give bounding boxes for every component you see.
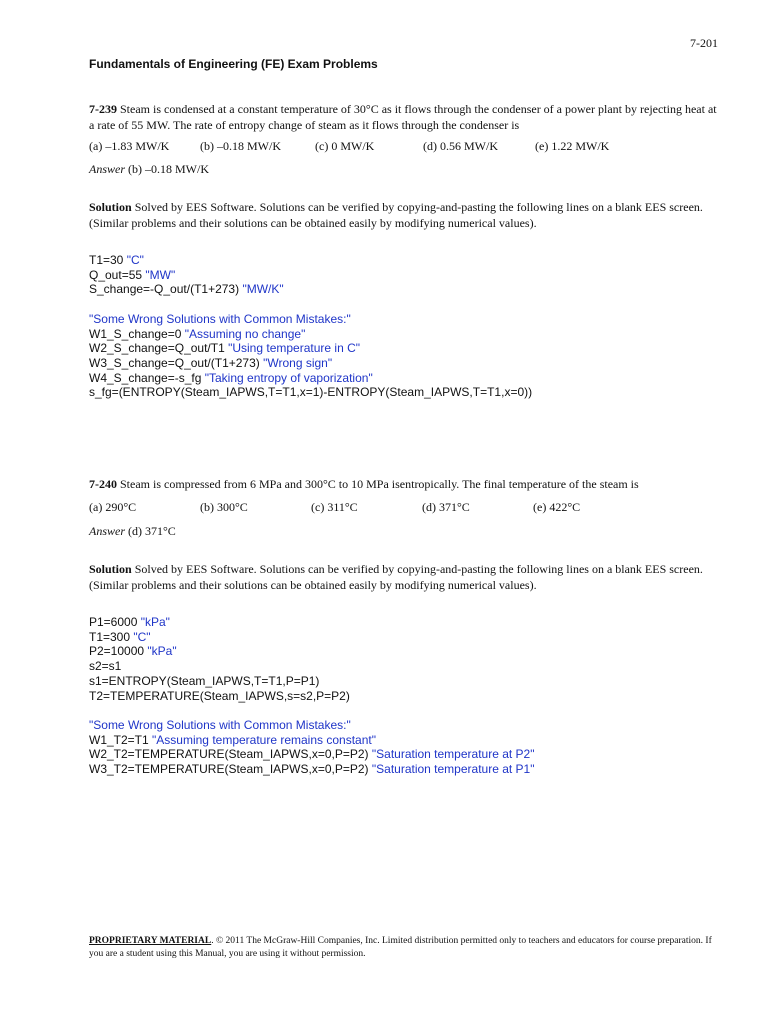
footer-text: . © 2011 The McGraw-Hill Companies, Inc. Limited distribution permitted only to teachers and educators for course preparation. If you are a student using this Manual, you are using it without permission. bbox=[89, 936, 712, 959]
answer-line bbox=[89, 524, 717, 539]
code-text: T2=TEMPERATURE(Steam_IAPWS,s=s2,P=P2) bbox=[89, 688, 350, 703]
answer-line bbox=[89, 162, 717, 177]
code-text: S_change=-Q_out/(T1+273) bbox=[89, 282, 243, 297]
code-line bbox=[89, 718, 717, 733]
code-comment: "Taking entropy of vaporization" bbox=[204, 370, 373, 385]
code-line bbox=[89, 297, 717, 312]
answer-label: Answer bbox=[89, 524, 125, 538]
code-text: s1=ENTROPY(Steam_IAPWS,T=T1,P=P1) bbox=[89, 673, 320, 688]
problem-7-239 bbox=[89, 101, 717, 400]
code-text: T1=300 bbox=[89, 629, 134, 644]
code-line bbox=[89, 341, 717, 356]
code-line bbox=[89, 674, 717, 689]
code-text: W3_T2=TEMPERATURE(Steam_IAPWS,x=0,P=P2) bbox=[89, 762, 372, 777]
choice-d: (d) 371°C bbox=[422, 500, 470, 514]
choice-c: (c) 311°C bbox=[311, 500, 358, 514]
code-comment: "Assuming temperature remains constant" bbox=[152, 732, 376, 747]
answer-value: (d) 371°C bbox=[125, 524, 176, 538]
copyright-footer bbox=[89, 935, 717, 961]
code-line bbox=[89, 659, 717, 674]
problem-statement bbox=[89, 101, 717, 133]
problem-number: 7-240 bbox=[89, 477, 117, 491]
ees-code bbox=[89, 615, 717, 777]
problem-text: Steam is condensed at a constant temperature of 30°C as it flows through the condenser of a power plant by rejecting heat at a rate of 55 MW. The rate of entropy change of steam as it flows through the condenser is bbox=[89, 102, 717, 132]
code-comment: "MW/K" bbox=[242, 282, 284, 297]
code-line bbox=[89, 733, 717, 748]
code-comment: "kPa" bbox=[147, 644, 177, 659]
code-line bbox=[89, 253, 717, 268]
code-line bbox=[89, 762, 717, 777]
code-comment: "Assuming no change" bbox=[184, 326, 306, 341]
code-line bbox=[89, 644, 717, 659]
code-comment: "C" bbox=[126, 253, 144, 267]
solution-text: Solved by EES Software. Solutions can be verified by copying-and-pasting the following lines on a blank EES screen. (Similar problems and their solutions can be obtained easily by modifying numerical values). bbox=[89, 562, 703, 592]
problem-text: Steam is compressed from 6 MPa and 300°C to 10 MPa isentropically. The final temperature of the steam is bbox=[117, 477, 639, 491]
code-comment: "Some Wrong Solutions with Common Mistakes:" bbox=[89, 311, 351, 326]
code-line bbox=[89, 385, 717, 400]
code-text: s2=s1 bbox=[89, 659, 122, 674]
section-title: Fundamentals of Engineering (FE) Exam Problems bbox=[89, 57, 378, 71]
code-text: s_fg=(ENTROPY(Steam_IAPWS,T=T1,x=1)-ENTROPY(Steam_IAPWS,T=T1,x=0)) bbox=[89, 385, 533, 400]
problem-7-240 bbox=[89, 476, 717, 777]
code-line bbox=[89, 615, 717, 630]
page-number: 7-201 bbox=[690, 36, 718, 50]
code-line bbox=[89, 747, 717, 762]
answer-value: (b) –0.18 MW/K bbox=[125, 162, 209, 176]
choice-c: (c) 0 MW/K bbox=[315, 139, 375, 153]
code-line bbox=[89, 371, 717, 386]
choice-a: (a) 290°C bbox=[89, 500, 137, 514]
choice-d: (d) 0.56 MW/K bbox=[423, 139, 498, 153]
solution-label: Solution bbox=[89, 200, 132, 214]
choice-a: (a) –1.83 MW/K bbox=[89, 139, 170, 153]
solution-label: Solution bbox=[89, 562, 132, 576]
code-comment: "MW" bbox=[145, 267, 176, 282]
answer-choices bbox=[89, 500, 717, 516]
code-comment: "Saturation temperature at P2" bbox=[371, 747, 535, 762]
answer-label: Answer bbox=[89, 162, 125, 176]
code-comment: "C" bbox=[133, 629, 151, 644]
problem-number: 7-239 bbox=[89, 102, 117, 116]
choice-e: (e) 422°C bbox=[533, 500, 581, 514]
code-text: P1=6000 bbox=[89, 615, 141, 629]
code-text: W1_S_change=0 bbox=[89, 326, 185, 341]
code-comment: "Wrong sign" bbox=[263, 355, 333, 370]
code-text: T1=30 bbox=[89, 253, 127, 267]
code-comment: "Some Wrong Solutions with Common Mistakes:" bbox=[89, 717, 351, 732]
choice-b: (b) –0.18 MW/K bbox=[200, 139, 281, 153]
code-line bbox=[89, 356, 717, 371]
code-line bbox=[89, 282, 717, 297]
code-comment: "Saturation temperature at P1" bbox=[371, 762, 535, 777]
code-line bbox=[89, 689, 717, 704]
ees-code bbox=[89, 253, 717, 400]
code-comment: "kPa" bbox=[140, 615, 170, 629]
code-text: W3_S_change=Q_out/(T1+273) bbox=[89, 355, 264, 370]
solution-text: Solved by EES Software. Solutions can be verified by copying-and-pasting the following lines on a blank EES screen. (Similar problems and their solutions can be obtained easily by modifying numerical values). bbox=[89, 200, 703, 230]
proprietary-label: PROPRIETARY MATERIAL bbox=[89, 936, 212, 946]
code-text: Q_out=55 bbox=[89, 267, 146, 282]
solution-paragraph bbox=[89, 561, 717, 593]
choice-b: (b) 300°C bbox=[200, 500, 248, 514]
code-text: W1_T2=T1 bbox=[89, 732, 153, 747]
code-text: W2_S_change=Q_out/T1 bbox=[89, 341, 229, 356]
choice-e: (e) 1.22 MW/K bbox=[535, 139, 610, 153]
code-line bbox=[89, 268, 717, 283]
answer-choices bbox=[89, 139, 717, 155]
code-line bbox=[89, 630, 717, 645]
code-line bbox=[89, 312, 717, 327]
code-text: W2_T2=TEMPERATURE(Steam_IAPWS,x=0,P=P2) bbox=[89, 747, 372, 762]
code-line bbox=[89, 703, 717, 718]
problem-statement bbox=[89, 476, 717, 492]
code-text: W4_S_change=-s_fg bbox=[89, 370, 205, 385]
solution-paragraph bbox=[89, 199, 717, 231]
code-line bbox=[89, 327, 717, 342]
code-text: P2=10000 bbox=[89, 644, 148, 659]
code-comment: "Using temperature in C" bbox=[228, 341, 360, 356]
